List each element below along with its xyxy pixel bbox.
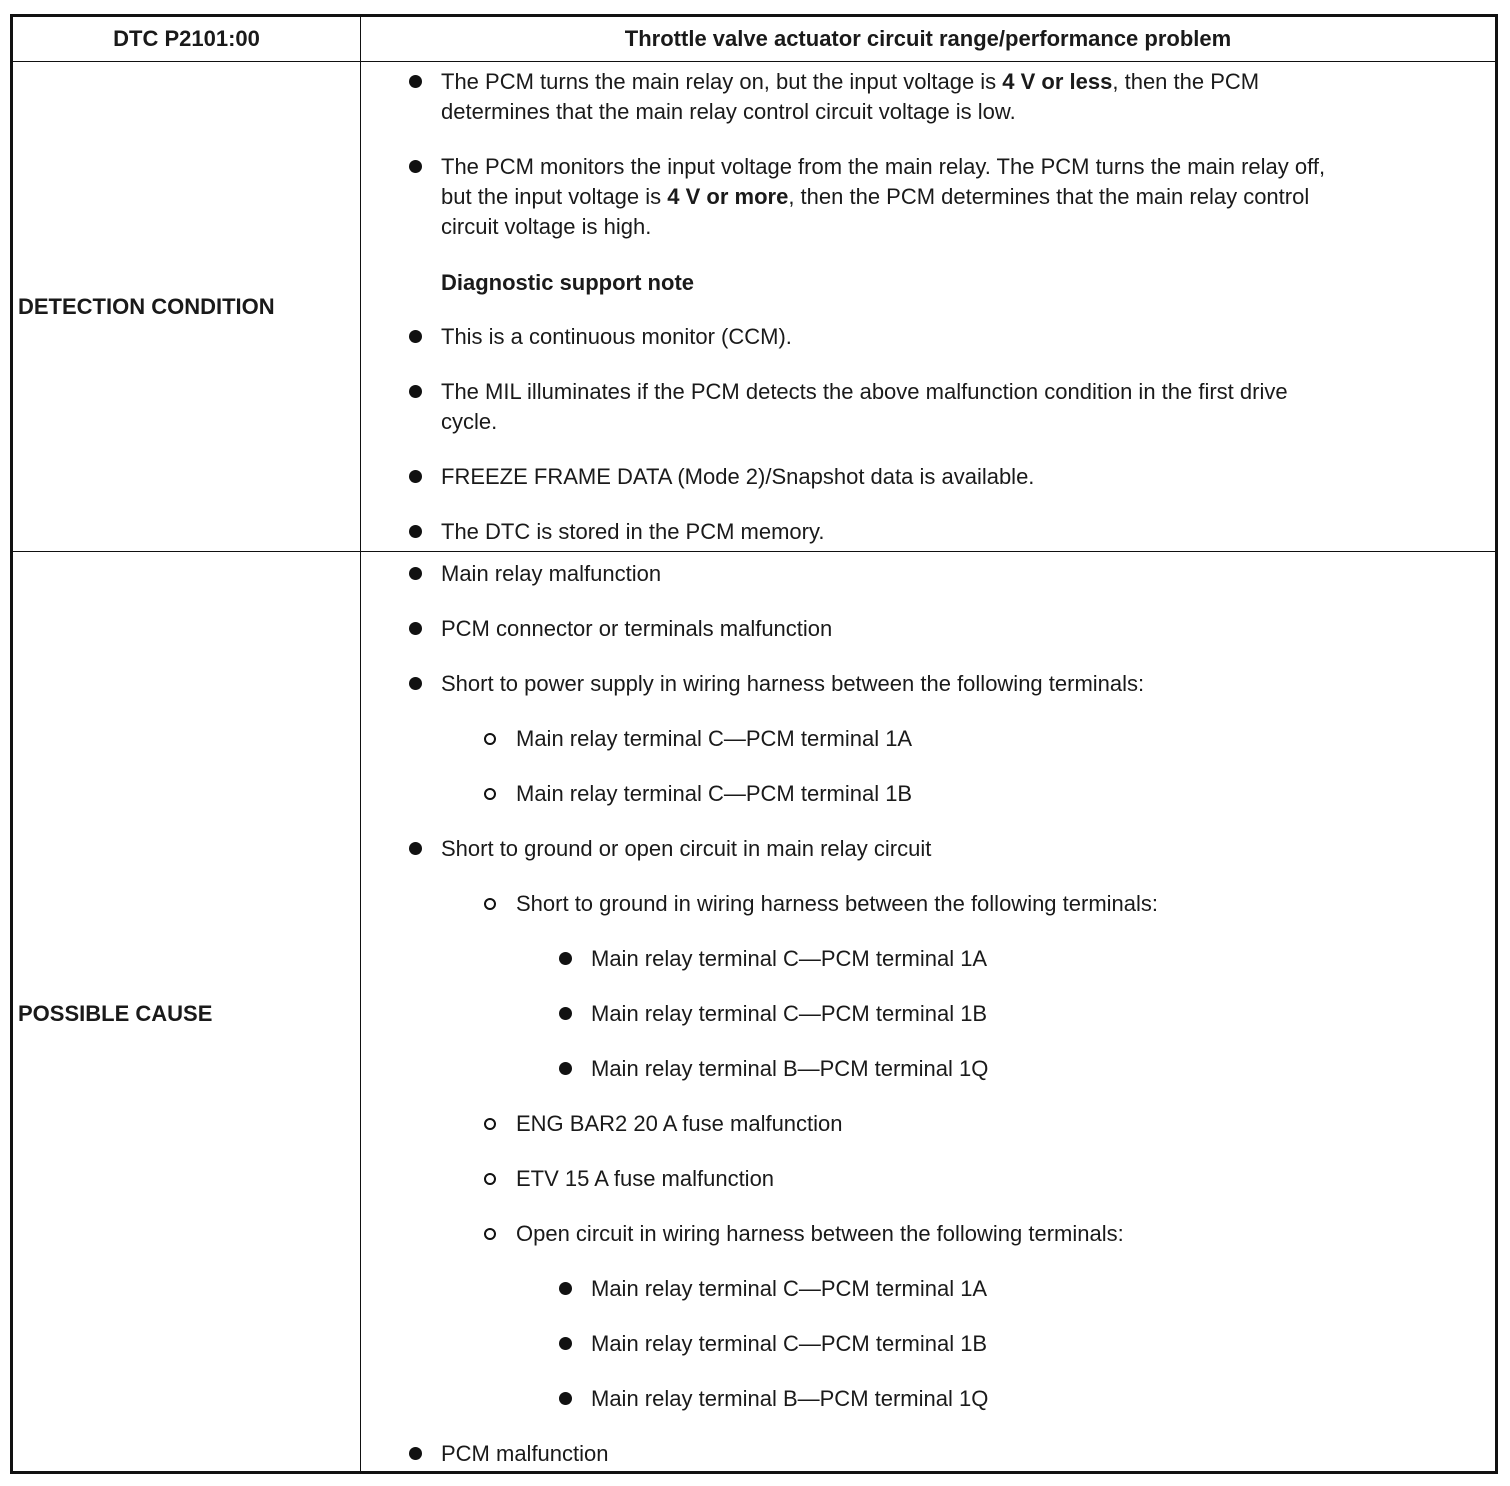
column-divider (360, 17, 361, 1471)
list-item: PCM malfunction (441, 1439, 609, 1469)
hollow-bullet-icon (484, 1173, 496, 1185)
hollow-bullet-icon (484, 1228, 496, 1240)
bullet-icon (559, 1282, 572, 1295)
list-item: Main relay malfunction (441, 559, 661, 589)
bullet-icon (559, 1337, 572, 1350)
list-item: Open circuit in wiring harness between the following terminals: (516, 1219, 1124, 1249)
list-item: ENG BAR2 20 A fuse malfunction (516, 1109, 843, 1139)
hollow-bullet-icon (484, 898, 496, 910)
bullet-icon (409, 330, 422, 343)
bullet-icon (409, 525, 422, 538)
dtc-description-header: Throttle valve actuator circuit range/performance problem (624, 26, 1232, 51)
list-item: The PCM turns the main relay on, but the input voltage is 4 V or less, then the PCM determines that the main relay control circuit voltage is low. (441, 67, 1259, 127)
bullet-icon (409, 842, 422, 855)
bullet-icon (409, 385, 422, 398)
list-item: Short to ground in wiring harness between the following terminals: (516, 889, 1158, 919)
bullet-icon (559, 952, 572, 965)
bullet-icon (409, 160, 422, 173)
bullet-icon (409, 1447, 422, 1460)
bullet-icon (559, 1007, 572, 1020)
bullet-icon (409, 677, 422, 690)
list-item: FREEZE FRAME DATA (Mode 2)/Snapshot data is available. (441, 462, 1034, 492)
list-item: Main relay terminal C—PCM terminal 1B (591, 1329, 987, 1359)
list-item: Main relay terminal C—PCM terminal 1B (516, 779, 912, 809)
list-item: Main relay terminal C—PCM terminal 1A (516, 724, 912, 754)
dtc-table (10, 14, 1498, 1474)
list-item: Main relay terminal C—PCM terminal 1A (591, 1274, 987, 1304)
list-item: Main relay terminal B—PCM terminal 1Q (591, 1054, 988, 1084)
hollow-bullet-icon (484, 788, 496, 800)
list-item: The PCM monitors the input voltage from the main relay. The PCM turns the main relay off, but the input voltage is 4 V or more, then the PCM determines that the main relay control circuit voltage is high. (441, 152, 1325, 242)
possible-cause-label: POSSIBLE CAUSE (18, 1001, 213, 1026)
bullet-icon (559, 1062, 572, 1075)
dtc-code-header: DTC P2101:00 (113, 26, 260, 51)
bullet-icon (559, 1392, 572, 1405)
bullet-icon (409, 470, 422, 483)
list-item: Main relay terminal C—PCM terminal 1A (591, 944, 987, 974)
list-item: Main relay terminal C—PCM terminal 1B (591, 999, 987, 1029)
bullet-icon (409, 75, 422, 88)
list-item: Main relay terminal B—PCM terminal 1Q (591, 1384, 988, 1414)
list-item: ETV 15 A fuse malfunction (516, 1164, 774, 1194)
list-item: The DTC is stored in the PCM memory. (441, 517, 824, 547)
bullet-icon (409, 567, 422, 580)
bullet-icon (409, 622, 422, 635)
list-item: Short to power supply in wiring harness between the following terminals: (441, 669, 1144, 699)
hollow-bullet-icon (484, 733, 496, 745)
list-item: Short to ground or open circuit in main relay circuit (441, 834, 931, 864)
list-item: The MIL illuminates if the PCM detects the above malfunction condition in the first drive cycle. (441, 377, 1288, 437)
list-item: This is a continuous monitor (CCM). (441, 322, 792, 352)
header-divider (13, 61, 1495, 62)
detection-condition-label: DETECTION CONDITION (18, 294, 275, 319)
hollow-bullet-icon (484, 1118, 496, 1130)
diagnostic-support-note-heading: Diagnostic support note (441, 270, 694, 295)
list-item: PCM connector or terminals malfunction (441, 614, 832, 644)
row-divider (13, 551, 1495, 552)
